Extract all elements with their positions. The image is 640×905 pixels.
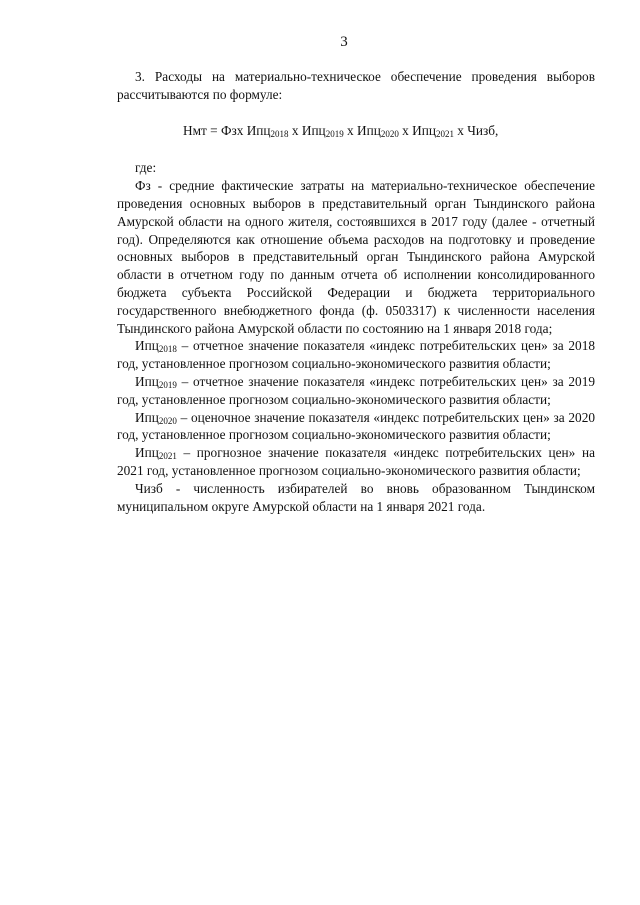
formula-sub-2021: 2021 (435, 128, 454, 139)
ipc2020-sub: 2020 (158, 415, 177, 426)
definition-ipc2018 (117, 337, 595, 373)
formula-x3: х Ипц (398, 122, 436, 138)
definition-fz: Фз - средние фактические затраты на материально-техническое обеспечение проведения основных выборов в представительный орган Тындинского района Амурской области на одного жителя, состоявшихся в 2017 году (далее - отчетный год). Определяются как отношение объема расходов на подготовку и проведение основных выборов в представительный орган Тындинского района Амурской области в отчетном году по данным отчета об исполнении консолидированного бюджета субъекта Российской Федерации и бюджета территориального государственного внебюджетного фонда (ф. 0503317) к численности населения Тындинского района Амурской области по состоянию на 1 января 2018 года; (117, 178, 595, 336)
definition-ipc2019 (117, 373, 595, 409)
formula-sub-2018: 2018 (270, 128, 289, 139)
ipc2018-text: – отчетное значение показателя «индекс потребительских цен» за 2018 год, установленное прогнозом социально-экономического развития области; (117, 338, 595, 372)
page-number: 3 (340, 34, 348, 50)
formula-x2: х Ипц (343, 122, 381, 138)
ipc2019-text: – отчетное значение показателя «индекс потребительских цен» за 2019 год, установленное прогнозом социально-экономического развития области; (117, 373, 595, 407)
ipc2020-text: – оценочное значение показателя «индекс потребительских цен» за 2020 год, установленное прогнозом социально-экономического развития области; (117, 409, 595, 443)
where-label: где: (135, 160, 157, 176)
ipc2021-sub: 2021 (158, 451, 177, 462)
intro-paragraph: 3. Расходы на материально-техническое обеспечение проведения выборов рассчитываются по формуле: (117, 69, 595, 102)
ipc2019-prefix: Ипц (135, 373, 159, 389)
ipc2018-sub: 2018 (158, 344, 177, 355)
ipc2021-text: – прогнозное значение показателя «индекс потребительских цен» на 2021 год, установленное прогнозом социально-экономического развития области; (117, 445, 595, 478)
ipc2021-prefix: Ипц (135, 445, 159, 461)
formula-sub-2019: 2019 (325, 128, 344, 139)
ipc2020-prefix: Ипц (135, 409, 159, 425)
document-body (117, 68, 595, 515)
formula (183, 122, 595, 140)
definition-chizb: Чизб - численность избирателей во вновь образованном Тындинском муниципальном округе Амурской области на 1 января 2021 года. (117, 480, 595, 514)
formula-tail: х Чизб, (453, 122, 499, 138)
formula-lhs: Нмт = Фзх Ипц (183, 122, 271, 138)
ipc2018-prefix: Ипц (135, 338, 159, 354)
ipc2019-sub: 2019 (158, 379, 177, 390)
formula-sub-2020: 2020 (380, 128, 399, 139)
definition-ipc2020 (117, 409, 595, 445)
definition-ipc2021 (117, 444, 595, 480)
formula-x1: х Ипц (288, 122, 326, 138)
